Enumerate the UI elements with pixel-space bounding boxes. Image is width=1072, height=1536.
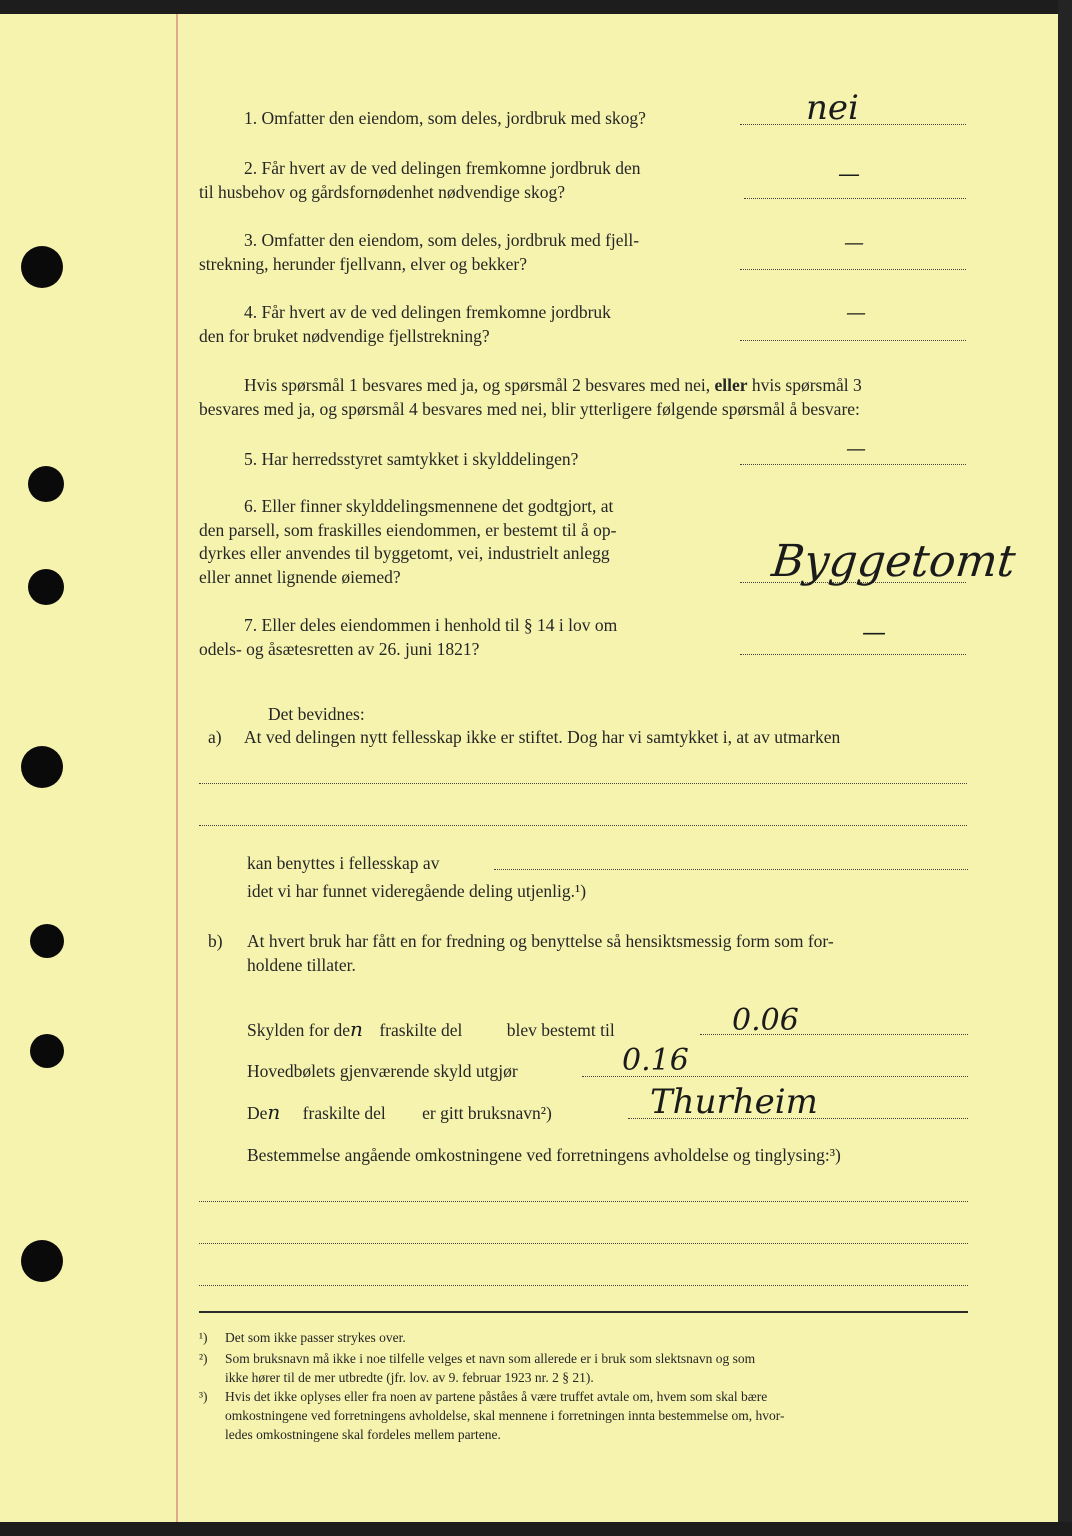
skyld-value: 0.06 [732,1003,799,1038]
question-2: 2. Får hvert av de ved delingen fremkomne jordbruk den til husbehov og gårdsfornødenhet nødvendige skog? [199,158,641,202]
shared-use-reason: idet vi har funnet videregående deling utjenlig.¹) [247,881,587,901]
footnote-2: ²) Som bruksnavn må ikke i noe tilfelle velges et navn som allerede er i bruk som slektsnavn og som ikke hører til de mer utbredte (jfr. lov. av 9. februar 1923 nr. 2 § 21). [199,1351,756,1385]
footnote-3: ³) Hvis det ikke oplyses eller fra noen av partene påståes å være truffet avtale om, hvem som skal bære omkostningene ved forretningens avholdelse, skal mennene i forretningen innta bestemmelse om, hvor- ledes omkostningene skal fordeles mellem partene. [199,1389,785,1442]
scan-border-top [0,0,1072,14]
attest-b-line-2: holdene tillater. [247,955,356,975]
question-5: 5. Har herredsstyret samtykket i skylddelingen? [244,449,579,469]
footnote-1: ¹) Det som ikke passer strykes over. [199,1330,406,1345]
answer-line-3 [740,269,966,270]
shared-use-label: kan benyttes i fellesskap av [247,853,440,873]
attest-b-line-1: At hvert bruk har fått en for fredning og benyttelse så hensiktsmessig form som for- [247,931,834,951]
question-1: 1. Omfatter den eiendom, som deles, jordbruk med skog? [244,108,646,128]
punch-hole [21,246,63,288]
blank-line [199,1285,968,1286]
scan-border-right [1058,0,1072,1536]
answer-line-5 [740,464,966,465]
answer-1: nei [806,88,859,128]
question-7: 7. Eller deles eiendommen i henhold til § 14 i lov om odels- og åsætesretten av 26. juni 1821? [199,615,618,659]
attest-a-text: At ved delingen nytt fellesskap ikke er stiftet. Dog har vi samtykket i, at av utmarken [244,727,841,747]
attest-b-marker: b) [208,931,223,951]
blank-line [199,783,967,784]
condition-line-1: Hvis spørsmål 1 besvares med ja, og spørsmål 2 besvares med nei, eller hvis spørsmål 3 [244,375,862,395]
scan-border-bottom [0,1522,1072,1536]
answer-line-4 [740,340,966,341]
answer-3: — [844,230,864,254]
answer-5: — [846,436,866,460]
answer-4: — [846,300,866,324]
skyld-label: Skylden for den fraskilte del blev bestemt til [247,1017,615,1041]
bruksnavn-label: Den fraskilte del er gitt bruksnavn²) [247,1100,552,1124]
answer-7: — [862,618,886,646]
attest-a-marker: a) [208,727,222,747]
bestemmelse-label: Bestemmelse angående omkostningene ved forretningens avholdelse og tinglysing:³) [247,1145,841,1165]
punch-hole [30,924,64,958]
attest-heading: Det bevidnes: [268,704,365,724]
bruksnavn-value: Thurheim [650,1082,818,1122]
punch-hole [28,466,64,502]
answer-line-2 [744,198,966,199]
answer-6: Byggetomt [769,536,1018,587]
footnote-separator [199,1311,968,1313]
punch-hole [30,1034,64,1068]
question-3: 3. Omfatter den eiendom, som deles, jordbruk med fjell- strekning, herunder fjellvann, elver og bekker? [199,230,640,274]
punch-hole [21,746,63,788]
blank-line [199,1243,968,1244]
answer-line-7 [740,654,966,655]
hovedbol-value: 0.16 [622,1043,689,1078]
condition-line-2: besvares med ja, og spørsmål 4 besvares med nei, blir ytterligere følgende spørsmål å besvare: [199,399,860,419]
margin-rule [176,14,178,1522]
shared-use-line [494,869,968,870]
hovedbol-label: Hovedbølets gjenværende skyld utgjør [247,1061,518,1081]
question-4: 4. Får hvert av de ved delingen fremkomne jordbruk den for bruket nødvendige fjellstrekning? [199,302,611,346]
answer-2: — [838,162,860,187]
punch-hole [28,569,64,605]
punch-hole [21,1240,63,1282]
blank-line [199,1201,968,1202]
blank-line [199,825,967,826]
question-6: 6. Eller finner skylddelingsmennene det godtgjort, at den parsell, som fraskilles eiendommen, er bestemt til å op- dyrkes eller anvendes til byggetomt, vei, industrielt anlegg eller annet lignende øiemed? [199,496,617,587]
